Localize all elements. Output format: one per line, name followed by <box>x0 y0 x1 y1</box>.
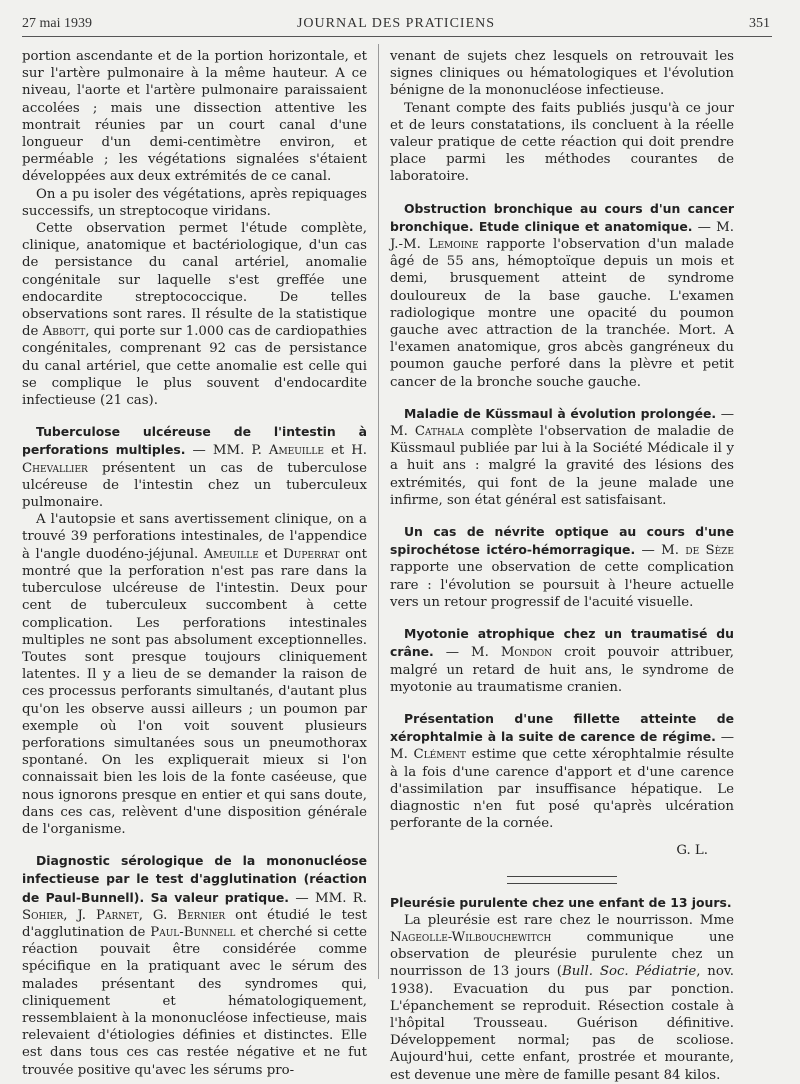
author-name: Abbott <box>42 324 86 340</box>
paragraph: On a pu isoler des végétations, après repiquages successifs, un streptocoque viridans. <box>22 186 367 219</box>
author-name: R. Sohier <box>22 890 367 923</box>
author-name: Mondon <box>500 645 553 661</box>
article-nevrite <box>390 523 734 611</box>
author-name: G. Bernier <box>152 907 226 923</box>
author-name: P. Ameuille <box>251 443 324 459</box>
paragraph: portion ascendante et de la portion horizontale, et sur l'artère pulmonaire à la même hauteur. A ce niveau, l'aorte et l'artère pulmonaire paraissaient accolées ; mais une dissection attentive les montrait réunies par un court canal d'une longueur d'un demi-centimètre environ, et perméable ; les végétations signalées s'étaient développées aux deux extrémités de ce canal. <box>22 49 367 185</box>
header-rule <box>22 36 772 37</box>
article-title-line <box>390 894 734 912</box>
page-header <box>22 14 770 36</box>
author-name: Ameuille <box>203 546 259 562</box>
article-title: Présentation d'une fillette atteinte de xérophtalmie à la suite de carence de régime. <box>390 710 734 745</box>
paragraph: La pleurésie est rare chez le nourrisson. Mme Nageolle-Wilbouchewitch communique une observation de pleurésie purulente chez un nourrisson de 13 jours (Bull. Soc. Pédiatrie, nov. 1938). Evacuation du pus par ponction. L'épanchement se reproduit. Résection costale à l'hôpital Trousseau. Guérison définitive. Développement normal; pas de scoliose. Aujourd'hui, cette enfant, prostrée et mourante, est devenue une mère de famille pesant 84 kilos. <box>390 912 734 1083</box>
right-column <box>390 48 734 1084</box>
citation: Bull. Soc. Pédiatrie <box>561 964 697 980</box>
page-number: 351 <box>749 16 770 31</box>
author-name: J. Parnet <box>77 907 139 923</box>
article-lead: Obstruction bronchique au cours d'un cancer bronchique. Etude clinique et anatomique. — M. J.-M. Lemoine rapporte l'observation d'un malade âgé de 55 ans, hémoptoïque depuis un mois et demi, brusquement atteint de syndrome douloureux de la base gauche. L'examen radiologique montre une opacité du poumon gauche avec attraction de la tranchée. Mort. A l'examen anatomique, gros abcès gangréneux du poumon gauche perforé dans la plèvre et petit cancer de la bronche souche gauche. <box>390 200 735 390</box>
article-lead: Tuberculose ulcéreuse de l'intestin à perforations multiples. — MM. P. Ameuille et H. Chevallier présentent un cas de tuberculose ulcéreuse de l'intestin chez un tuberculeux pulmonaire. <box>22 424 368 511</box>
journal-title: JOURNAL DES PRATICIENS <box>296 16 496 31</box>
article-title: Pleurésie purulente chez une enfant de 13 jours. <box>390 894 732 910</box>
article-title: Un cas de névrite optique au cours d'une spirochétose ictéro-hémorragique. <box>390 524 734 558</box>
author-name: J.-M. Lemoine <box>390 237 479 253</box>
article-xerophtalmie <box>390 710 734 832</box>
signature: G. L. <box>676 843 708 859</box>
article-lead: Diagnostic sérologique de la mononucléose infectieuse par le test d'agglutination (réaction de Paul-Bunnell). Sa valeur pratique. — MM. R. Sohier, J. Parnet, G. Bernier ont étudié le test d'agglutination de Paul-Bunnell et cherché si cette réaction pouvait être considérée comme spécifique en la pratiquant avec le sérum des malades présentant des syndromes qui, cliniquement et hématologiquement, ressemblaient à la mononucléose infectieuse, mais relevaient d'étiologies définies et distinctes. Elle est dans tous ces cas restée négative et ne fut trouvée positive qu'avec les sérums pro- <box>22 853 368 1078</box>
article-myotonie <box>390 625 734 696</box>
section-rule <box>507 876 617 884</box>
paragraph: A l'autopsie et sans avertissement clinique, on a trouvé 39 perforations intestinales, de l'appendice à l'angle duodéno-jéjunal. Ameuille et Duperrat ont montré que la perforation n'est pas rare dans la tuberculose ulcéreuse de l'intestin. Deux pour cent de tuberculeux succombent à cette complication. Les perforations intestinales multiples ne sont pas absolument exceptionnelles. Toutes sont presque toujours cliniquement latentes. Il y a lieu de se demander la raison de ces processus perforants simultanés, d'autant plus qu'on les observe aussi ailleurs ; un poumon par exemple où l'on voit souvent plusieurs perforations simultanées sous un pneumothorax spontané. On les expliquerait mieux si l'on connaissait bien les lois de la fonte caséeuse, que nous ignorons presque en entier et qui sans doute, dans ces cas, relèvent d'une disposition générale de l'organisme. <box>22 512 367 837</box>
article-lead: Présentation d'une fillette atteinte de xérophtalmie à la suite de carence de régime. — M. Clément estime que cette xérophtalmie résulte à la fois d'une carence d'apport et d'une carence d'assimilation par insuffisance hépatique. Le diagnostic n'en fut posé qu'après ulcération perforante de la cornée. <box>390 710 734 832</box>
article-lead: Maladie de Küssmaul à évolution prolongée. — M. Cathala complète l'observation de maladie de Küssmaul publiée par lui à la Société Médicale il y a huit ans : malgré la gravité des lésions des extrémités, qui font de la jeune malade une infirme, son état général est satisfaisant. <box>390 405 735 508</box>
paragraph: venant de sujets chez lesquels on retrouvait les signes cliniques ou hématologiques et l'évolution bénigne de la mononucléose infectieuse. <box>390 49 734 99</box>
author-name: de Sèze <box>685 543 734 559</box>
article-lead: Myotonie atrophique chez un traumatisé du crâne. — M. Mondon croit pouvoir attribuer, malgré un retard de huit ans, le syndrome de myotonie au traumatisme cranien. <box>390 626 734 695</box>
author-name: Clément <box>413 747 466 763</box>
author-name: Duperrat <box>283 546 340 562</box>
article-title: Obstruction bronchique au cours d'un cancer bronchique. Etude clinique et anatomique. <box>390 200 734 234</box>
article-title: Maladie de Küssmaul à évolution prolongée. <box>404 405 717 421</box>
article-tuberculose <box>22 423 367 838</box>
article-kussmaul <box>390 405 734 509</box>
author-name: Nageolle-Wilbouchewitch <box>390 929 552 945</box>
left-column <box>22 48 367 1079</box>
author-name: Paul-Bunnell <box>150 924 236 940</box>
article-lead: Un cas de névrite optique au cours d'une spirochétose ictéro-hémorragique. — M. de Sèze rapporte une observation de cette complication rare : l'évolution se poursuit à l'heure actuelle vers un retour progressif de l'acuité visuelle. <box>390 524 734 610</box>
paragraph: Cette observation permet l'étude complète, clinique, anatomique et bactériologique, d'un cas de persistance du canal artériel, anomalie congénitale sur laquelle s'est greffée une endocardite streptococcique. De telles observations sont rares. Il résulte de la statistique de Abbott, qui porte sur 1.000 cas de cardiopathies congénitales, comprenant 92 cas de persistance du canal artériel, que cette anomalie est celle qui se complique le plus souvent d'endocardite infectieuse (21 cas). <box>22 221 367 409</box>
article-mononucleose <box>22 852 367 1079</box>
author-name: Cathala <box>414 424 464 440</box>
article-title: Myotonie atrophique chez un traumatisé du crâne. <box>390 626 734 660</box>
article-title: Diagnostic sérologique de la mononucléose infectieuse par le test d'agglutination (réaction de Paul-Bunnell). Sa valeur pratique. <box>22 853 367 905</box>
article-obstruction <box>390 200 734 391</box>
article-title: Tuberculose ulcéreuse de l'intestin à perforations multiples. <box>22 424 367 458</box>
article-pleuresie <box>390 894 734 1084</box>
issue-date: 27 mai 1939 <box>22 16 92 31</box>
paragraph: Tenant compte des faits publiés jusqu'à ce jour et de leurs constatations, ils concluent à la réelle valeur pratique de cette réaction qui doit prendre place parmi les méthodes courantes de laboratoire. <box>390 100 734 185</box>
column-divider <box>378 44 379 979</box>
author-name: H. Chevallier <box>22 443 368 476</box>
